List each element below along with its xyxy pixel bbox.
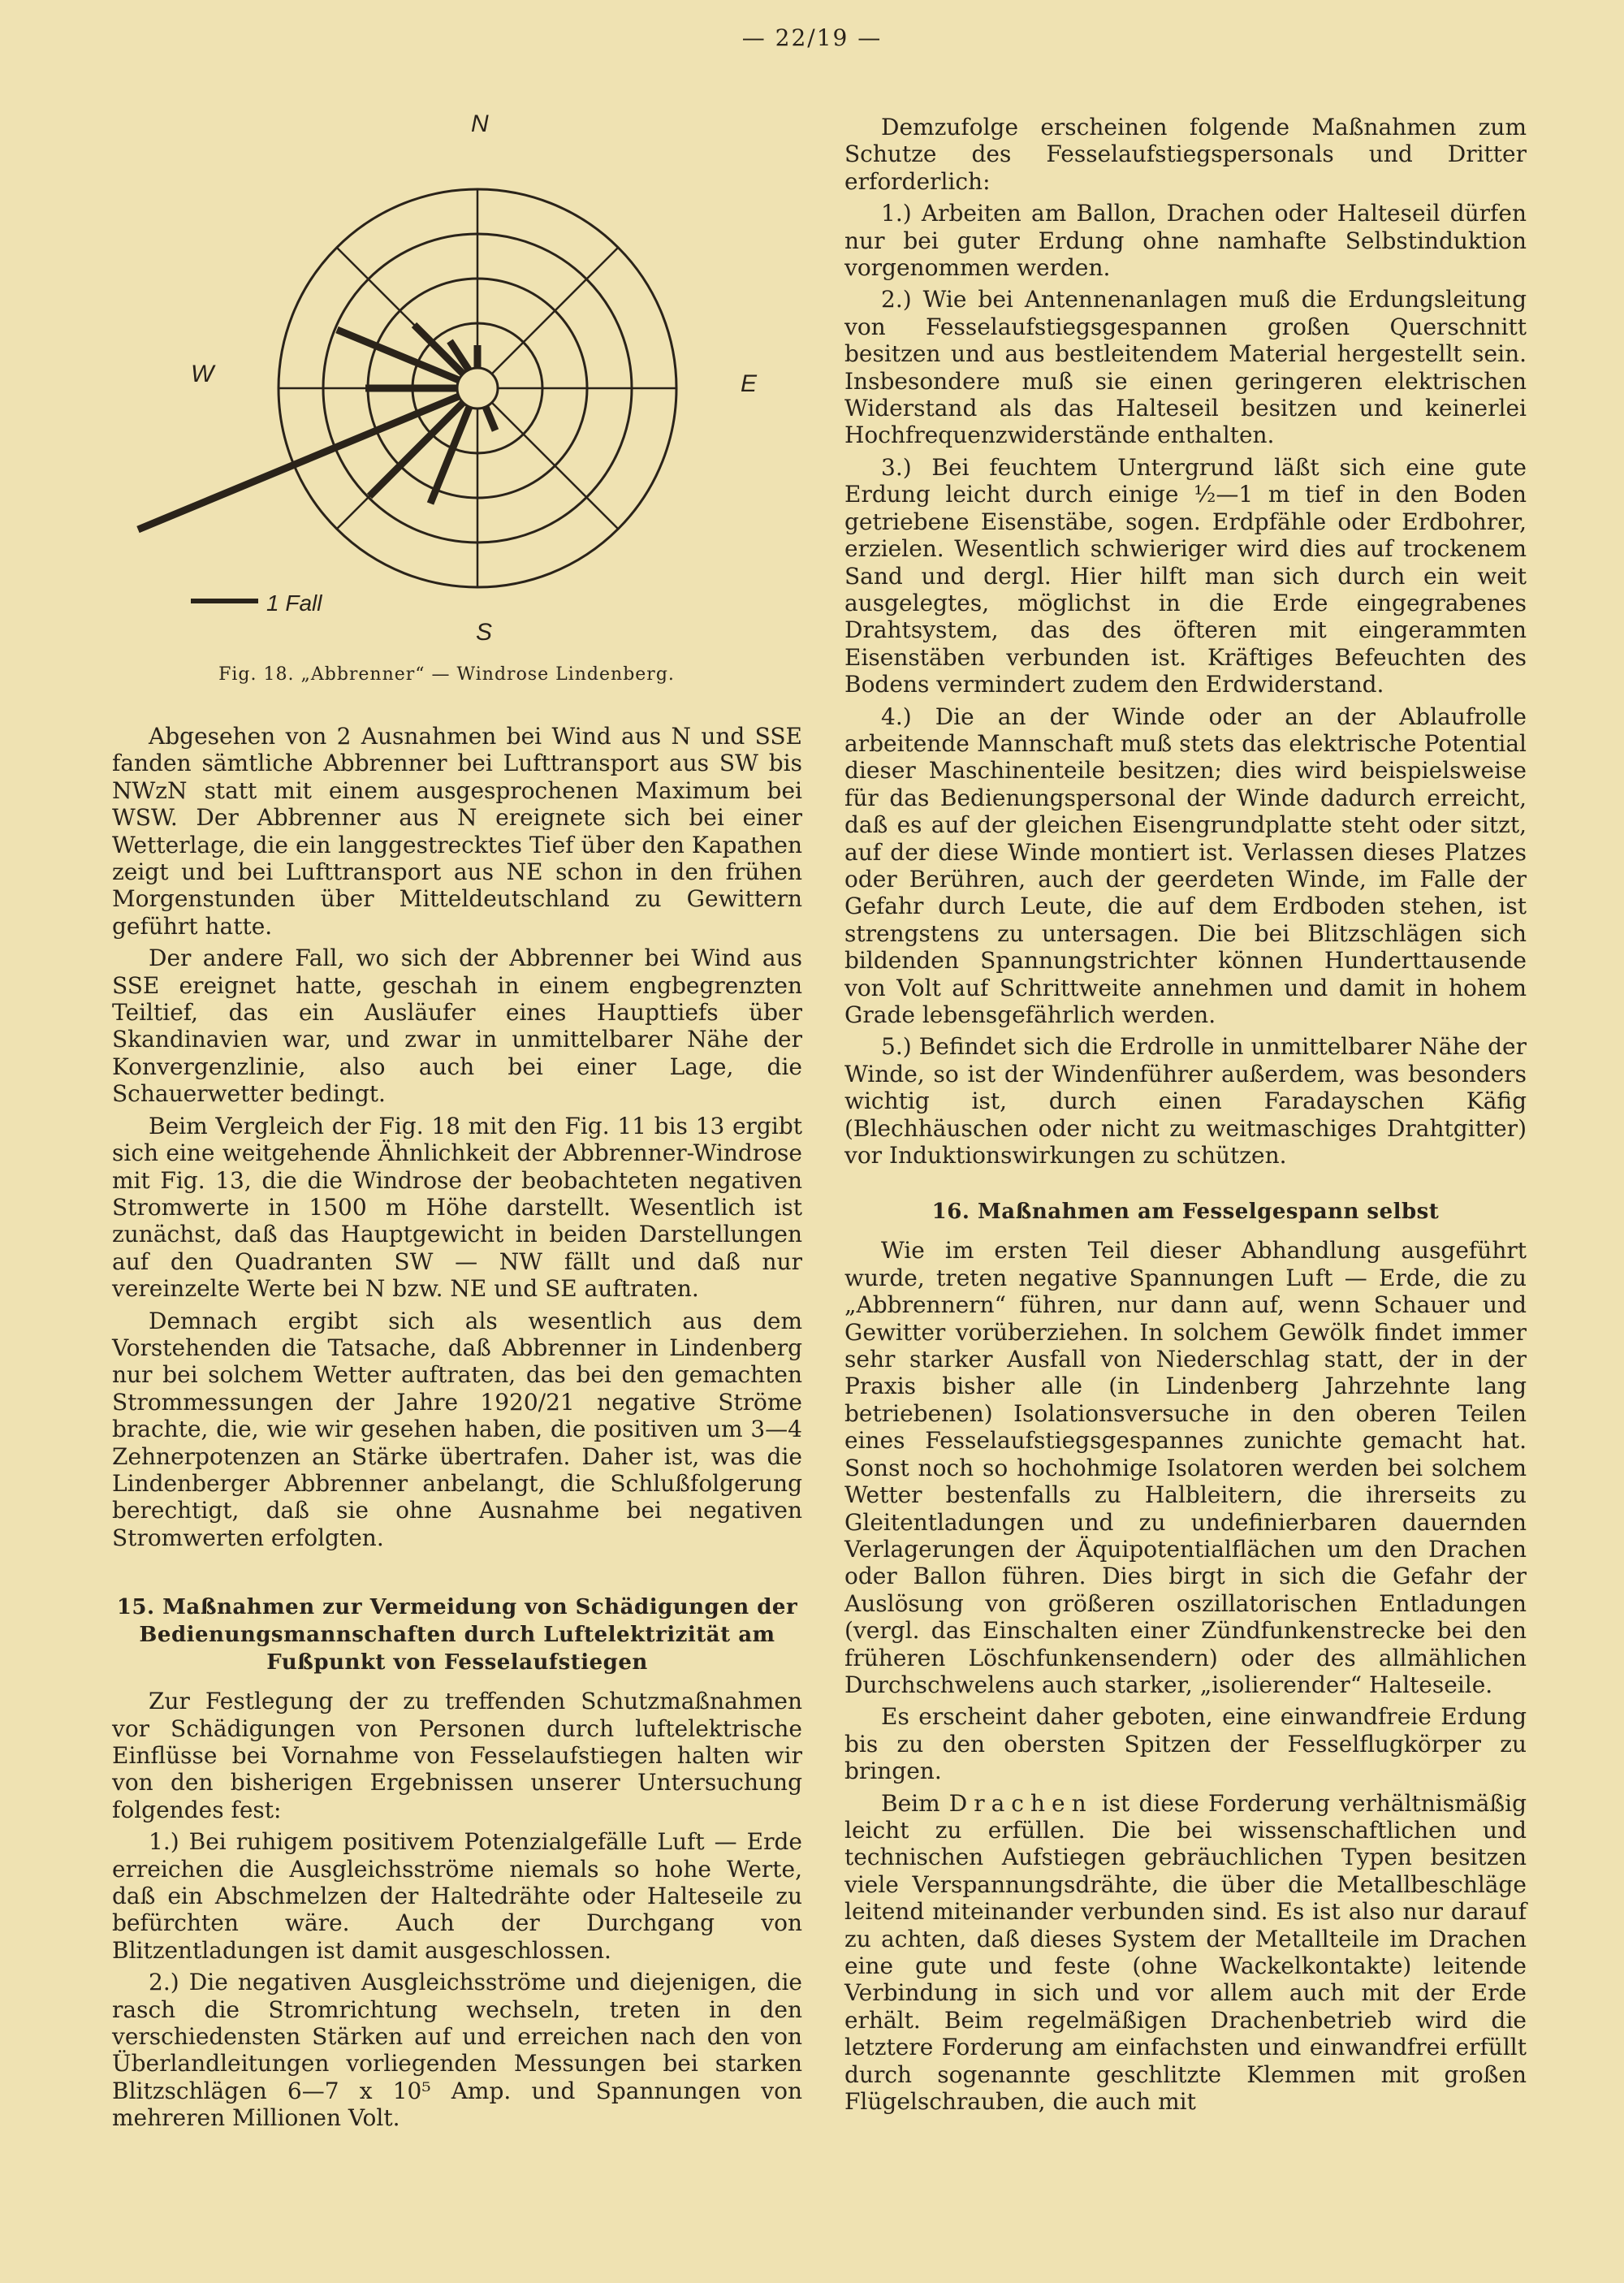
page-number: — 22/19 — (741, 24, 883, 51)
ray-wsw (138, 396, 459, 530)
paragraph: 2.) Die negativen Ausgleichsströme und diejenigen, die rasch die Stromrichtung wechseln, treten in den verschiedensten Stärken auf und erreichen nach den von Überlandleitungen vorliegenden Messungen bei starken Blitzschlägen 6—7 x 10⁵ Amp. und Spannungen von mehreren Millionen Volt. (112, 1969, 802, 2132)
windrose-ring-1 (457, 368, 498, 409)
left-column (112, 723, 802, 2137)
paragraph: 5.) Befindet sich die Erdrolle in unmittelbarer Nähe der Winde, so ist der Windenführer außerdem, was besonders wichtig ist, durch einen Faradayschen Käfig (Blechhäuschen oder nicht zu weitmaschiges Drahtgitter) vor Induktionswirkungen zu schützen. (844, 1033, 1527, 1170)
windrose-label-w: W (191, 361, 214, 387)
paragraph (844, 1790, 1527, 2116)
paragraph: 1.) Bei ruhigem positivem Potenzialgefälle Luft — Erde erreichen die Ausgleichsströme niemals so hohe Werte, daß ein Abschmelzen der Haltedrähte oder Halteseile zu befürchten wäre. Auch der Durchgang von Blitzentladungen ist damit ausgeschlossen. (112, 1828, 802, 1964)
windrose-spokes (279, 189, 676, 587)
windrose-label-e: E (741, 370, 758, 397)
paragraph: Wie im ersten Teil dieser Abhandlung ausgeführt wurde, treten negative Spannungen Luft — Erde, die zu „Abbrennern“ führen, nur dann auf, wenn Schauer und Gewitter vorüberziehen. In solchem Gewölk findet immer sehr starker Ausfall von Niederschlag statt, der in der Praxis bisher alle (in Lindenberg Jahrzehnte lang betriebenen) Isolationsversuche in den oberen Teilen eines Fesselaufstiegsgespannes zunichte gemacht hat. Sonst noch so hochohmige Isolatoren werden bei solchem Wetter bestenfalls zu Halbleitern, die ihrerseits zu Gleitentladungen und zu undefinierbaren dauernden Verlagerungen der Äquipotentialflächen um den Drachen oder Ballon führen. Dies birgt in sich die Gefahr der Auslösung von größeren oszillatorischen Entladungen (vergl. das Einschalten einer Zündfunkenstrecke bei den früheren Löschfunkensendern) oder des allmählichen Durchschwelens auch starker, „isolierender“ Halteseile. (844, 1237, 1527, 1698)
paragraph: Es erscheint daher geboten, eine einwandfreie Erdung bis zu den obersten Spitzen der Fesselflugkörper zu bringen. (844, 1703, 1527, 1785)
section-heading-16: 16. Maßnahmen am Fesselgespann selbst (931, 1200, 1440, 1225)
paragraph: Demnach ergibt sich als wesentlich aus dem Vorstehenden die Tatsache, daß Abbrenner in Lindenberg nur bei solchem Wetter auftraten, das bei den gemachten Strommessungen der Jahre 1920/21 negative Ströme brachte, die, wie wir gesehen haben, die positiven um 3—4 Zehnerpotenzen an Stärke übertrafen. Daher ist, was die Lindenberger Abbrenner anbelangt, die Schlußfolgerung berechtigt, daß sie ohne Ausnahme bei negativen Stromwerten erfolgten. (112, 1307, 802, 1551)
windrose-rays (138, 325, 495, 530)
paragraph: Demzufolge erscheinen folgende Maßnahmen zum Schutze des Fesselaufstiegspersonals und Dritter erforderlich: (844, 114, 1527, 195)
figure-caption: Fig. 18. „Abbrenner“ — Windrose Lindenberg. (218, 664, 675, 685)
windrose-figure (122, 106, 771, 685)
windrose-label-n: N (471, 110, 489, 137)
right-column (844, 114, 1527, 2120)
windrose-label-s: S (476, 619, 493, 646)
paragraph: 3.) Bei feuchtem Untergrund läßt sich eine gute Erdung leicht durch einige ½—1 m tief in den Boden getriebene Eisenstäbe, sogen. Erdpfähle oder Erdbohrer, erzielen. Wesentlich schwieriger wird dies auf trockenem Sand und dergl. Hier hilft man sich durch ein weit ausgelegtes, möglichst in die Erde eingegrabenes Drahtsystem, das des öfteren mit eingerammten Eisenstäben verbunden ist. Kräftiges Befeuchten des Bodens vermindert zudem den Erdwiderstand. (844, 453, 1527, 698)
windrose-scale-label: 1 Fall (266, 590, 322, 616)
paragraph: Zur Festlegung der zu treffenden Schutzmaßnahmen vor Schädigungen von Personen durch luftelektrische Einflüsse bei Vornahme von Fesselaufstiegen halten wir von den bisherigen Ergebnissen unserer Untersuchung folgendes fest: (112, 1688, 802, 1823)
ray-ssw (430, 407, 469, 504)
ray-sse (486, 407, 495, 430)
paragraph-rest: ist diese Forderung verhältnismäßig leicht zu erfüllen. Die bei wissenschaftlichen und technischen Aufstiegen gebräuchlichen Typen besitzen viele Verspannungsdrähte, die über die Metallbeschläge leitend miteinander verbunden sind. Es ist also nur darauf zu achten, daß dieses System der Metallteile im Drachen eine gute und feste (ohne Wackelkontakte) leitende Verbindung in sich und vor allem auch mit der Erde erhält. Beim regelmäßigen Drachenbetrieb wird die letztere Forderung am einfachsten und einwandfrei erfüllt durch sogenannte geschlitzte Klemmen mit großen Flügelschrauben, die auch mit (844, 1789, 1527, 2116)
emphasized-word: Drachen (948, 1789, 1093, 1817)
paragraph: Der andere Fall, wo sich der Abbrenner bei Wind aus SSE ereignet hatte, geschah in einem engbegrenzten Teiltief, das ein Ausläufer eines Haupttiefs über Skandinavien war, und zwar in unmittelbarer Nähe der Konvergenzlinie, also auch bei einer Lage, die Schauerwetter bedingt. (112, 945, 802, 1108)
paragraph: Abgesehen von 2 Ausnahmen bei Wind aus N und SSE fanden sämtliche Abbrenner bei Lufttransport aus SW bis NWzN statt mit einem ausgesprochenen Maximum bei WSW. Der Abbrenner aus N ereignete sich bei einer Wetterlage, die ein langgestrecktes Tief über den Kapathen zeigt und bei Lufttransport aus NE schon in den frühen Morgenstunden über Mitteldeutschland zu Gewittern geführt hatte. (112, 723, 802, 940)
section-heading-15: 15. Maßnahmen zur Vermeidung von Schädigungen der Bedienungsmannschaften durch Luftelektrizität am Fußpunkt von Fesselaufstiegen (116, 1595, 798, 1675)
paragraph: 1.) Arbeiten am Ballon, Drachen oder Halteseil dürfen nur bei guter Erdung ohne namhafte Selbstinduktion vorgenommen werden. (844, 200, 1527, 282)
paragraph-lead: Beim (881, 1789, 940, 1817)
paragraph: 4.) Die an der Winde oder an der Ablaufrolle arbeitende Mannschaft muß stets das elektrische Potential dieser Maschinenteile besitzen; dies wird beispielsweise für das Bedienungspersonal der Winde dadurch erreicht, daß es auf der gleichen Eisengrundplatte steht oder sitzt, auf der diese Winde montiert ist. Verlassen dieses Platzes oder Berühren, auch der geerdeten Winde, im Falle der Gefahr durch Leute, die auf dem Erdboden stehen, ist strengstens zu untersagen. Die bei Blitzschlägen sich bildenden Spannungstrichter können Hunderttausende von Volt auf Schrittweite annehmen und damit in hohem Grade lebensgefährlich werden. (844, 703, 1527, 1028)
paragraph: 2.) Wie bei Antennenanlagen muß die Erdungsleitung von Fesselaufstiegsgespannen großen Querschnitt besitzen und aus bestleitendem Material hergestellt sein. Insbesondere muß sie einen geringeren elektrischen Widerstand als das Halteseil besitzen und keinerlei Hochfrequenzwiderstände enthalten. (844, 286, 1527, 449)
windrose-diagram (122, 106, 771, 658)
paragraph: Beim Vergleich der Fig. 18 mit den Fig. 11 bis 13 ergibt sich eine weitgehende Ähnlichkeit der Abbrenner-Windrose mit Fig. 13, die die Windrose der beobachteten negativen Stromwerte in 1500 m Höhe darstellt. Wesentlich ist zunächst, daß das Hauptgewicht in beiden Darstellungen auf den Quadranten SW — NW fällt und daß nur vereinzelte Werte bei N bzw. NE und SE auftraten. (112, 1112, 802, 1303)
